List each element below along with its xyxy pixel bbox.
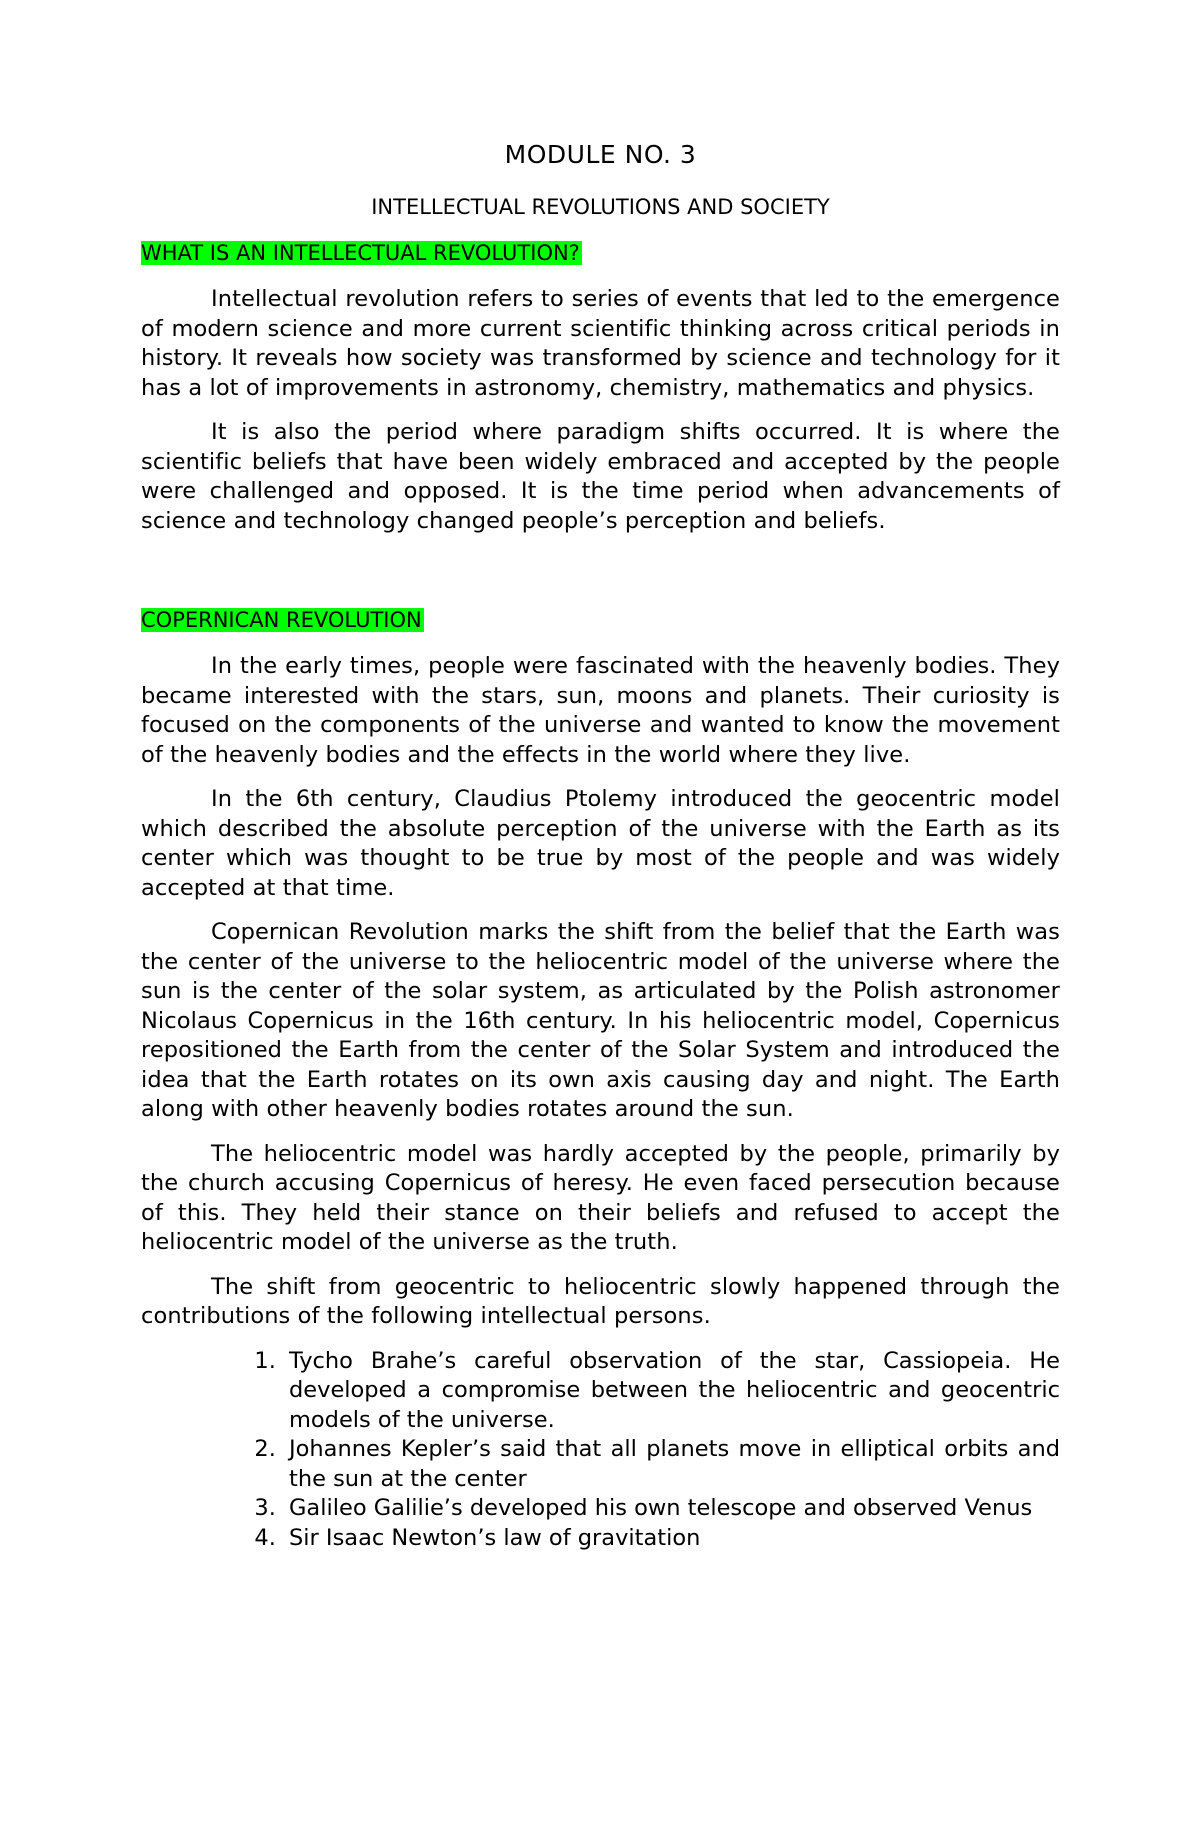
contributors-list (141, 1347, 1060, 1554)
document-content (141, 140, 1060, 1553)
module-subtitle: INTELLECTUAL REVOLUTIONS AND SOCIETY (371, 195, 830, 219)
section-heading-intellectual-revolution (141, 240, 1060, 266)
module-title: MODULE NO. 3 (504, 140, 697, 169)
highlighted-heading-text: WHAT IS AN INTELLECTUAL REVOLUTION? (141, 241, 580, 265)
highlighted-heading-text: COPERNICAN REVOLUTION (141, 608, 422, 632)
list-item: 2. Johannes Kepler’s said that all planets move in elliptical orbits and the sun at the center (283, 1435, 1060, 1494)
list-item: 3. Galileo Galilie’s developed his own telescope and observed Venus (283, 1494, 1060, 1524)
paragraph: In the early times, people were fascinated with the heavenly bodies. They became interested with the stars, sun, moons and planets. Their curiosity is focused on the components of the universe and wanted to know the movement of the heavenly bodies and the effects in the world where they live. (141, 653, 1060, 768)
section-heading-copernican-revolution (141, 607, 1060, 633)
paragraph: The shift from geocentric to heliocentric slowly happened through the contributions of the following intellectual persons. (141, 1273, 1060, 1329)
paragraph: The heliocentric model was hardly accepted by the people, primarily by the church accusing Copernicus of heresy. He even faced persecution because of this. They held their stance on their beliefs and refused to accept the heliocentric model of the universe as the truth. (141, 1140, 1060, 1255)
list-item: 4. Sir Isaac Newton’s law of gravitation (283, 1524, 1060, 1554)
list-item: 1. Tycho Brahe’s careful observation of the star, Cassiopeia. He developed a compromise between the heliocentric and geocentric models of the universe. (283, 1347, 1060, 1436)
section-spacer (141, 551, 1060, 607)
paragraph: It is also the period where paradigm shifts occurred. It is where the scientific beliefs that have been widely embraced and accepted by the people were challenged and opposed. It is the time period when advancements of science and technology changed people’s perception and beliefs. (141, 419, 1060, 534)
paragraph: Copernican Revolution marks the shift from the belief that the Earth was the center of the universe to the heliocentric model of the universe where the sun is the center of the solar system, as articulated by the Polish astronomer Nicolaus Copernicus in the 16th century. In his heliocentric model, Copernicus repositioned the Earth from the center of the Solar System and introduced the idea that the Earth rotates on its own axis causing day and night. The Earth along with other heavenly bodies rotates around the sun. (141, 919, 1060, 1122)
paragraph: Intellectual revolution refers to series of events that led to the emergence of modern science and more current scientific thinking across critical periods in history. It reveals how society was transformed by science and technology for it has a lot of improvements in astronomy, chemistry, mathematics and physics. (141, 286, 1060, 401)
paragraph: In the 6th century, Claudius Ptolemy introduced the geocentric model which described the absolute perception of the universe with the Earth as its center which was thought to be true by most of the people and was widely accepted at that time. (141, 786, 1060, 901)
